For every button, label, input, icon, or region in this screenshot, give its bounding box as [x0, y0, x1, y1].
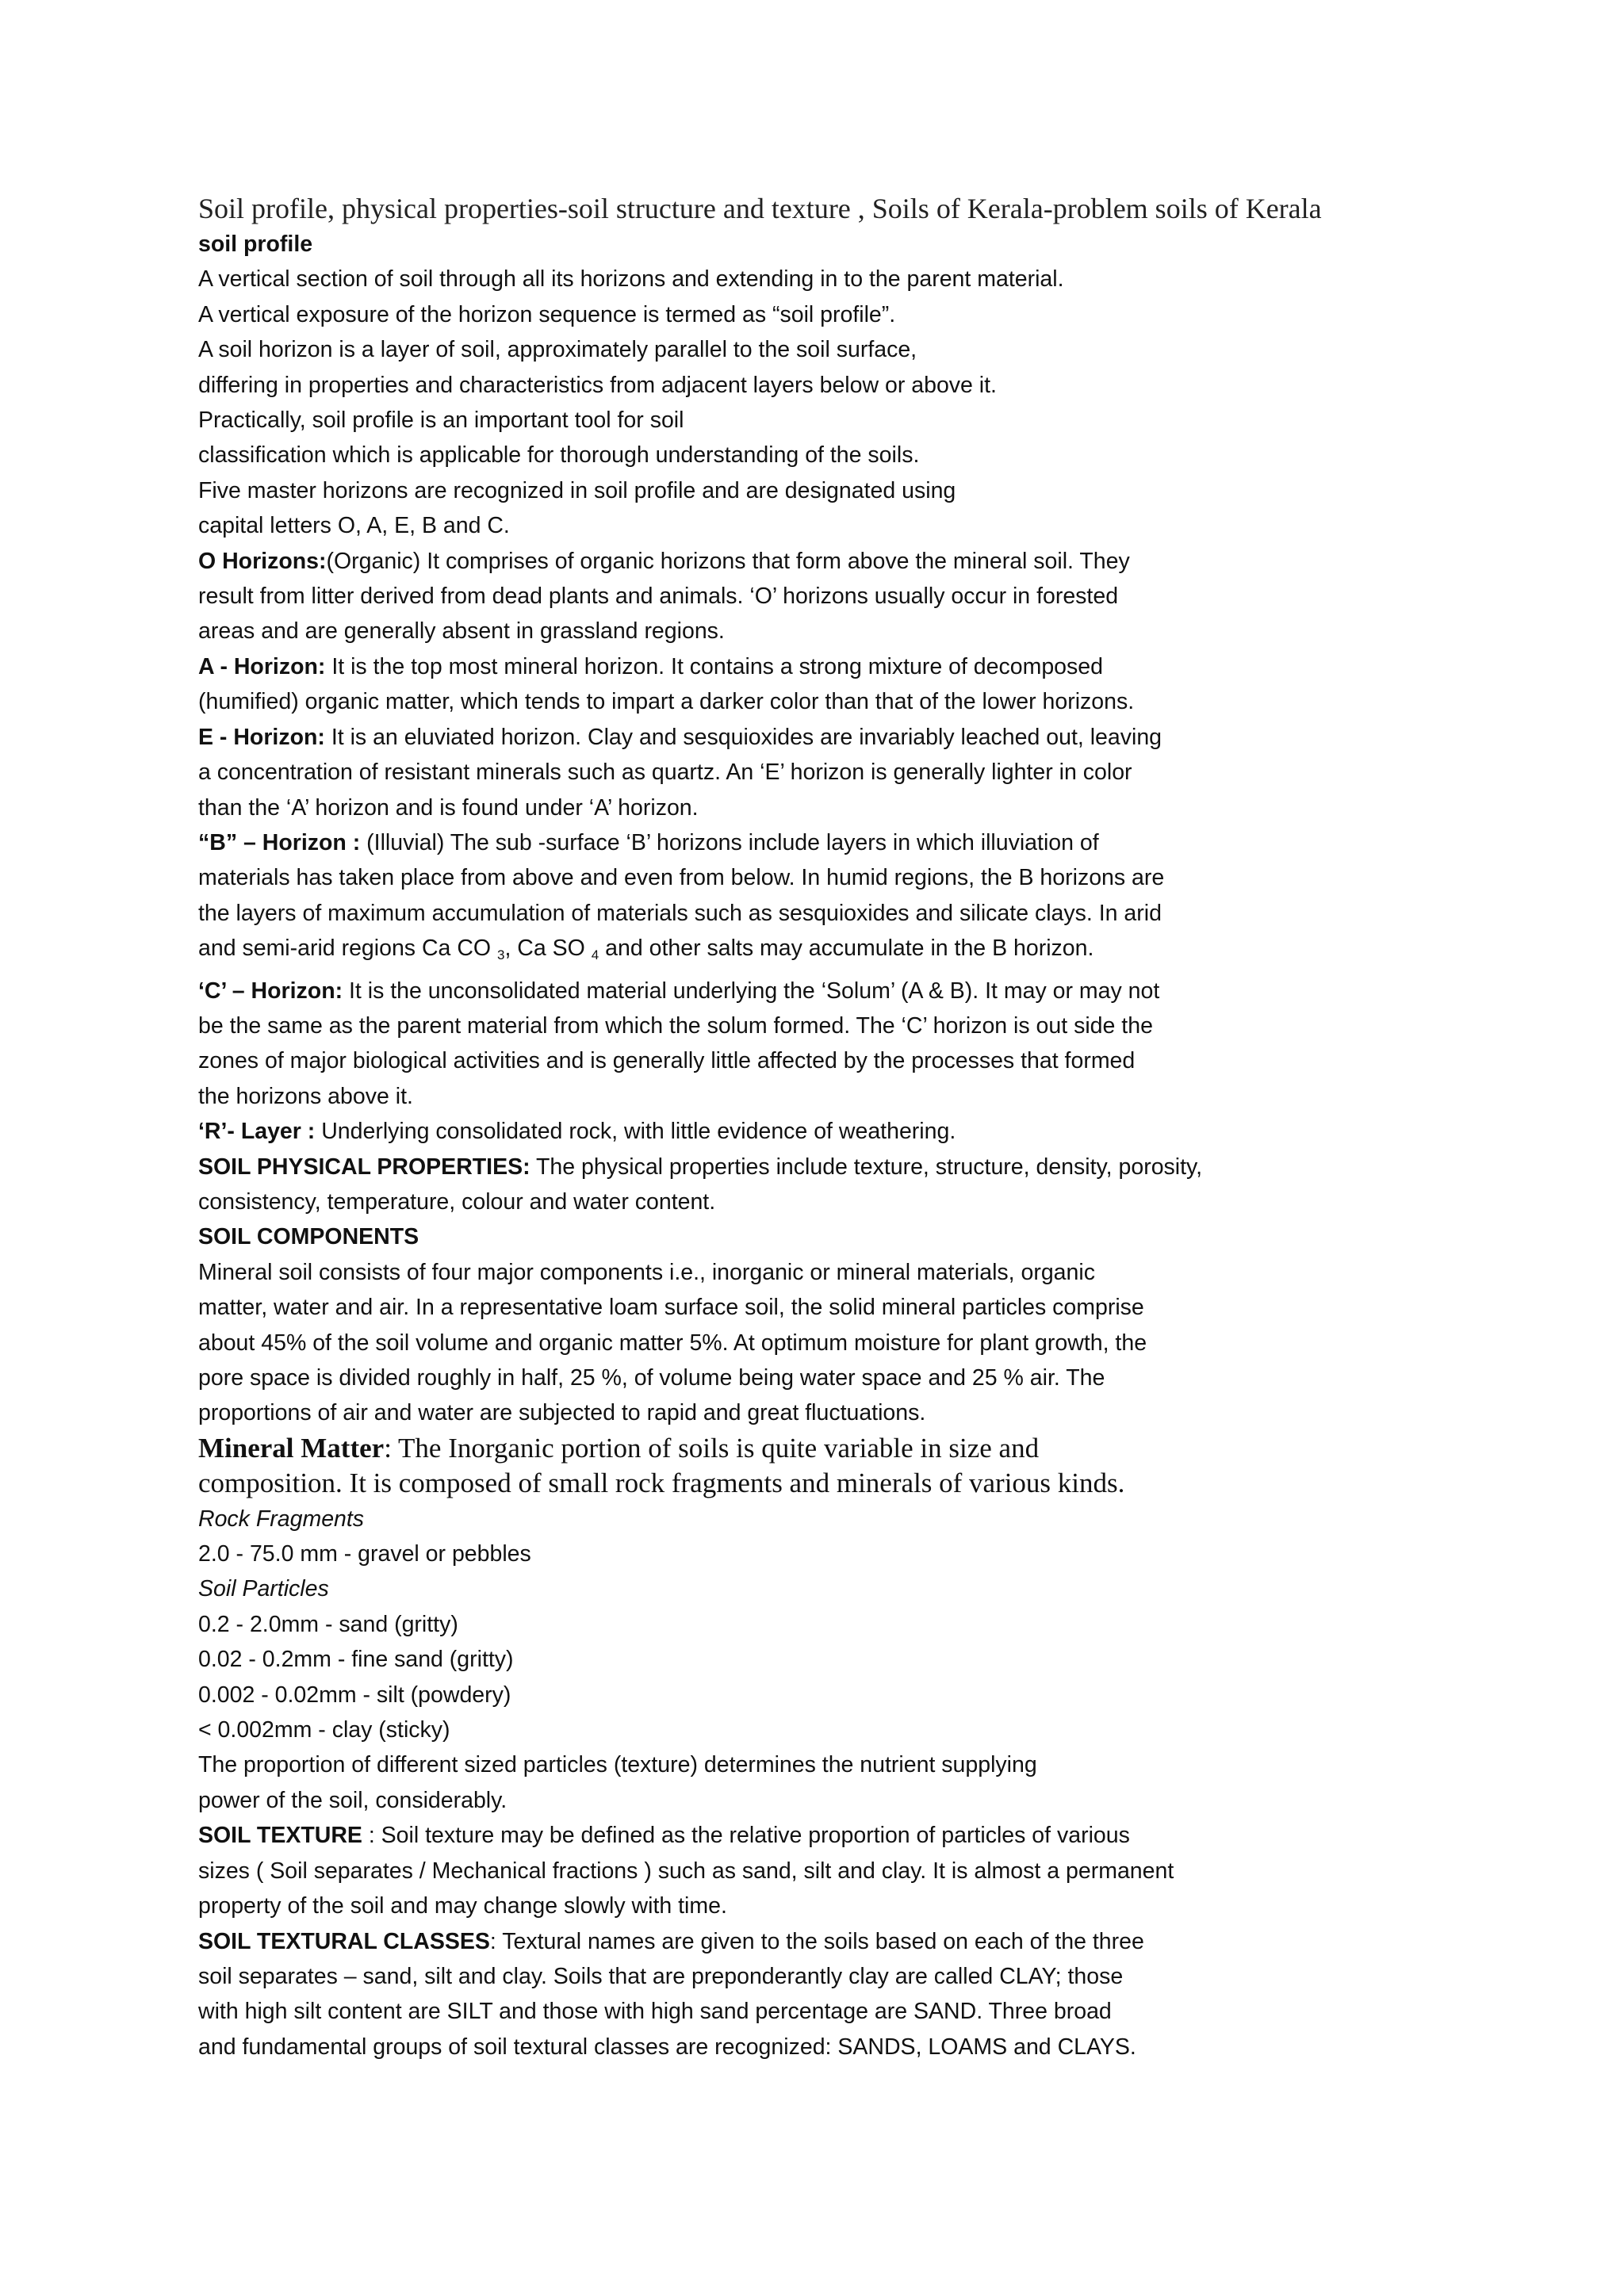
text-line: consistency, temperature, colour and water content. [198, 1188, 716, 1215]
text-span: Underlying consolidated rock, with little evidence of weathering. [315, 1119, 956, 1145]
r-layer-term: ‘R’- Layer : [198, 1119, 316, 1145]
b-horizon-term: “B” – Horizon : [198, 829, 361, 855]
text-line: The proportion of different sized particles (texture) determines the nutrient supplying [198, 1752, 1037, 1778]
mineral-matter-term: Mineral Matter [198, 1432, 385, 1464]
e-horizon-paragraph [198, 720, 1435, 755]
text-line: the horizons above it. [198, 1083, 413, 1109]
text-span: (Organic) It comprises of organic horizons that form above the mineral soil. They [326, 548, 1130, 574]
text-line: Mineral soil consists of four major components i.e., inorganic or mineral materials, organic [198, 1259, 1095, 1285]
mineral-matter-paragraph [198, 1431, 1435, 1466]
heading-soil-components: SOIL COMPONENTS [198, 1224, 419, 1250]
physical-properties-term: SOIL PHYSICAL PROPERTIES: [198, 1154, 530, 1180]
e-horizon-term: E - Horizon: [198, 724, 325, 750]
text-line: classification which is applicable for thorough understanding of the soils. [198, 442, 920, 469]
b-horizon-paragraph [198, 825, 1435, 860]
text-line: Five master horizons are recognized in soil profile and are designated using [198, 477, 956, 503]
size-range-line: 0.2 - 2.0mm - sand (gritty) [198, 1611, 458, 1637]
text-span: : Textural names are given to the soils based on each of the three [489, 1928, 1144, 1954]
o-horizon-term: O Horizons: [198, 548, 327, 574]
text-line: (humified) organic matter, which tends to impart a darker color than that of the lower horizons. [198, 689, 1135, 715]
document-body [198, 190, 1435, 2064]
text-line: property of the soil and may change slowly with time. [198, 1893, 727, 1919]
physical-properties-paragraph [198, 1150, 1435, 1184]
soil-texture-term: SOIL TEXTURE [198, 1823, 362, 1849]
text-span: It is the top most mineral horizon. It contains a strong mixture of decomposed [325, 653, 1103, 679]
text-line: capital letters O, A, E, B and C. [198, 513, 510, 539]
text-line: about 45% of the soil volume and organic matter 5%. At optimum moisture for plant growth, the [198, 1330, 1147, 1356]
text-line: with high silt content are SILT and those with high sand percentage are SAND. Three broad [198, 1999, 1112, 2025]
text-line-with-formulas [198, 931, 1435, 973]
textural-classes-term: SOIL TEXTURAL CLASSES [198, 1928, 490, 1954]
subheading-soil-particles: Soil Particles [198, 1576, 329, 1602]
text-line: result from litter derived from dead plants and animals. ‘O’ horizons usually occur in forested [198, 584, 1119, 610]
subscript: 4 [591, 947, 599, 963]
text-span: and semi-arid regions Ca CO [198, 936, 497, 962]
document-title: Soil profile, physical properties-soil structure and texture , Soils of Kerala-problem soils of Kerala [198, 193, 1322, 224]
a-horizon-term: A - Horizon: [198, 653, 326, 679]
size-range-line: < 0.002mm - clay (sticky) [198, 1717, 450, 1743]
text-line: differing in properties and characteristics from adjacent layers below or above it. [198, 372, 997, 398]
text-span: , Ca SO [504, 936, 592, 962]
subscript: 3 [497, 947, 505, 963]
text-line: Practically, soil profile is an important tool for soil [198, 408, 684, 434]
textural-classes-paragraph [198, 1924, 1435, 1959]
text-line: power of the soil, considerably. [198, 1787, 508, 1813]
c-horizon-term: ‘C’ – Horizon: [198, 978, 343, 1004]
o-horizon-paragraph [198, 544, 1435, 579]
c-horizon-paragraph [198, 974, 1435, 1008]
heading-soil-profile: soil profile [198, 232, 313, 257]
text-line: A vertical section of soil through all its horizons and extending in to the parent material. [198, 266, 1064, 293]
text-span: : The Inorganic portion of soils is quite variable in size and [384, 1432, 1040, 1464]
text-span: : Soil texture may be defined as the relative proportion of particles of various [362, 1823, 1130, 1849]
text-span: and other salts may accumulate in the B horizon. [599, 936, 1094, 962]
text-span: It is the unconsolidated material underlying the ‘Solum’ (A & B). It may or may not [343, 978, 1160, 1004]
text-line: proportions of air and water are subjected to rapid and great fluctuations. [198, 1400, 926, 1426]
a-horizon-paragraph [198, 649, 1435, 684]
text-line: pore space is divided roughly in half, 25 %, of volume being water space and 25 % air. The [198, 1365, 1105, 1391]
text-line: zones of major biological activities and is generally little affected by the processes that formed [198, 1048, 1136, 1074]
text-line: sizes ( Soil separates / Mechanical fractions ) such as sand, silt and clay. It is almost a permanent [198, 1858, 1174, 1884]
text-line: be the same as the parent material from which the solum formed. The ‘C’ horizon is out side the [198, 1012, 1153, 1039]
text-line: areas and are generally absent in grassland regions. [198, 618, 725, 645]
size-range-line: 0.02 - 0.2mm - fine sand (gritty) [198, 1647, 514, 1673]
size-range-line: 0.002 - 0.02mm - silt (powdery) [198, 1682, 511, 1708]
text-line: materials has taken place from above and even from below. In humid regions, the B horizons are [198, 865, 1165, 891]
text-line: the layers of maximum accumulation of materials such as sesquioxides and silicate clays. In arid [198, 900, 1162, 926]
subheading-rock-fragments: Rock Fragments [198, 1506, 365, 1532]
r-layer-paragraph [198, 1114, 1435, 1149]
size-range-line: 2.0 - 75.0 mm - gravel or pebbles [198, 1541, 531, 1567]
text-line: composition. It is composed of small rock fragments and minerals of various kinds. [198, 1468, 1125, 1499]
text-line: matter, water and air. In a representative loam surface soil, the solid mineral particles comprise [198, 1295, 1144, 1321]
text-line: A soil horizon is a layer of soil, approximately parallel to the soil surface, [198, 337, 917, 363]
text-line: soil separates – sand, silt and clay. Soils that are preponderantly clay are called CLAY; those [198, 1963, 1124, 1989]
text-line: and fundamental groups of soil textural classes are recognized: SANDS, LOAMS and CLAYS. [198, 2034, 1136, 2060]
text-span: (Illuvial) The sub -surface ‘B’ horizons include layers in which illuviation of [360, 829, 1099, 855]
text-line: a concentration of resistant minerals such as quartz. An ‘E’ horizon is generally lighter in color [198, 760, 1132, 786]
text-line: A vertical exposure of the horizon sequence is termed as “soil profile”. [198, 301, 896, 327]
text-line: than the ‘A’ horizon and is found under ‘A’ horizon. [198, 794, 699, 821]
text-span: The physical properties include texture, structure, density, porosity, [530, 1154, 1203, 1180]
text-span: It is an eluviated horizon. Clay and sesquioxides are invariably leached out, leaving [324, 724, 1162, 750]
soil-texture-paragraph [198, 1818, 1435, 1853]
